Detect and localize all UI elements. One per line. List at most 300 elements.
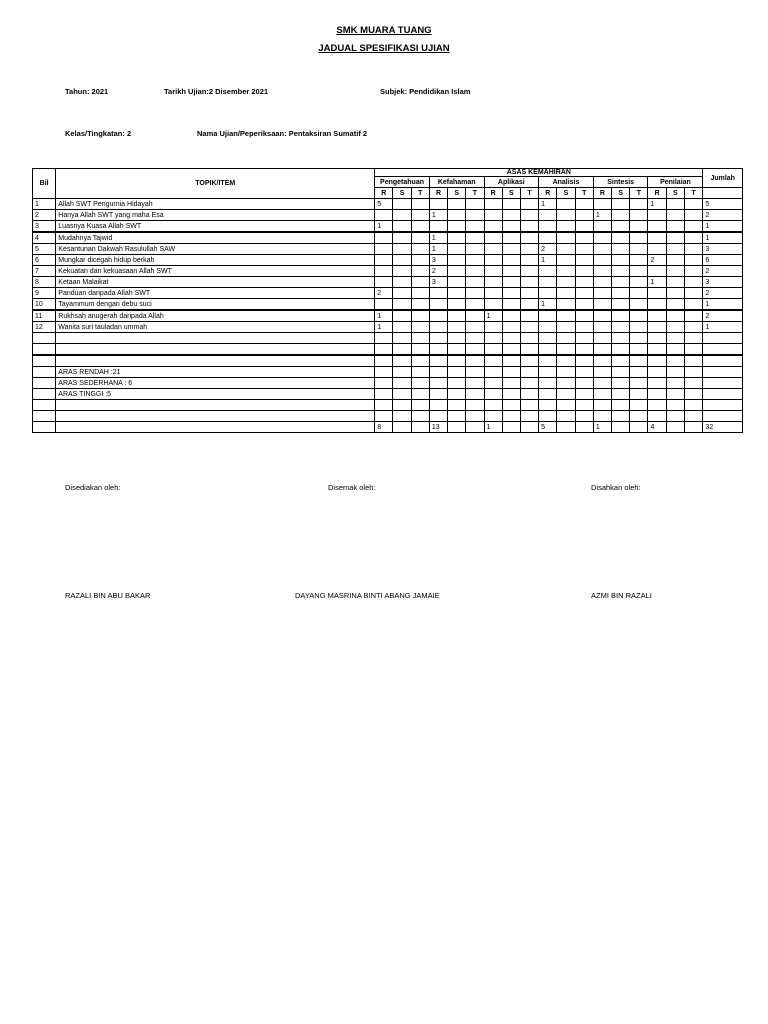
score-cell xyxy=(593,266,611,277)
score-cell xyxy=(520,400,538,411)
score-cell xyxy=(593,288,611,299)
subject-label: Subjek: Pendidikan Islam xyxy=(380,87,471,96)
score-cell xyxy=(557,344,575,356)
sub-header: T xyxy=(684,188,702,199)
total-cell: 32 xyxy=(703,422,743,433)
score-cell xyxy=(557,378,575,389)
table-row xyxy=(33,244,743,255)
score-cell xyxy=(630,221,648,233)
score-cell xyxy=(466,288,484,299)
total-cell: 5 xyxy=(703,199,743,210)
score-cell xyxy=(520,322,538,333)
score-cell xyxy=(593,310,611,322)
preparer-name: RAZALI BIN ABU BAKAR xyxy=(65,591,151,600)
score-cell xyxy=(684,288,702,299)
score-cell xyxy=(593,355,611,367)
score-cell xyxy=(411,400,429,411)
score-cell xyxy=(648,221,666,233)
table-row xyxy=(33,210,743,221)
score-cell xyxy=(466,210,484,221)
score-cell xyxy=(612,378,630,389)
score-cell xyxy=(502,232,520,244)
score-cell xyxy=(393,277,411,288)
bil-cell: 3 xyxy=(33,221,56,233)
score-cell xyxy=(393,367,411,378)
score-cell xyxy=(539,333,557,344)
bil-cell xyxy=(33,333,56,344)
score-cell xyxy=(630,344,648,356)
score-cell xyxy=(575,355,593,367)
sub-header: T xyxy=(411,188,429,199)
score-cell xyxy=(648,210,666,221)
score-cell xyxy=(575,310,593,322)
score-cell xyxy=(502,288,520,299)
exam-date-label: Tarikh Ujian:2 Disember 2021 xyxy=(164,87,269,96)
score-cell xyxy=(648,299,666,311)
score-cell xyxy=(375,411,393,422)
topic-cell: Kesantunan Dakwah Rasulullah SAW xyxy=(56,244,375,255)
score-cell xyxy=(520,244,538,255)
score-cell xyxy=(557,255,575,266)
score-cell xyxy=(502,277,520,288)
score-cell xyxy=(484,400,502,411)
bil-header: Bil xyxy=(33,169,56,199)
score-cell xyxy=(393,344,411,356)
score-cell xyxy=(575,232,593,244)
score-cell xyxy=(557,400,575,411)
score-cell xyxy=(684,232,702,244)
sub-header: R xyxy=(593,188,611,199)
sub-header: R xyxy=(484,188,502,199)
score-cell xyxy=(520,355,538,367)
score-cell xyxy=(411,411,429,422)
score-cell xyxy=(502,378,520,389)
total-cell: 2 xyxy=(703,310,743,322)
sub-header: R xyxy=(375,188,393,199)
score-cell xyxy=(593,400,611,411)
score-cell xyxy=(630,355,648,367)
score-cell xyxy=(520,266,538,277)
skill-header: Kefahaman xyxy=(429,177,484,188)
score-cell xyxy=(375,232,393,244)
total-cell xyxy=(703,355,743,367)
score-cell xyxy=(411,244,429,255)
score-cell xyxy=(557,310,575,322)
total-cell: 1 xyxy=(703,221,743,233)
score-cell xyxy=(375,389,393,400)
score-cell xyxy=(375,299,393,311)
score-cell xyxy=(684,210,702,221)
score-cell xyxy=(520,277,538,288)
sub-header: R xyxy=(648,188,666,199)
score-cell xyxy=(612,411,630,422)
score-cell xyxy=(557,199,575,210)
score-cell xyxy=(684,310,702,322)
score-cell xyxy=(612,310,630,322)
score-cell xyxy=(539,322,557,333)
score-cell xyxy=(575,299,593,311)
score-cell xyxy=(557,322,575,333)
score-cell xyxy=(466,277,484,288)
score-cell: 1 xyxy=(484,310,502,322)
score-cell: 1 xyxy=(539,255,557,266)
score-cell xyxy=(666,244,684,255)
total-cell: 3 xyxy=(703,277,743,288)
score-cell xyxy=(502,355,520,367)
score-cell xyxy=(648,367,666,378)
score-cell xyxy=(648,288,666,299)
sub-header: S xyxy=(393,188,411,199)
score-cell xyxy=(448,299,466,311)
score-cell xyxy=(648,333,666,344)
score-cell: 1 xyxy=(484,422,502,433)
sub-header: S xyxy=(612,188,630,199)
score-cell xyxy=(484,288,502,299)
score-cell xyxy=(593,411,611,422)
score-cell: 1 xyxy=(429,232,447,244)
score-cell xyxy=(375,255,393,266)
score-cell xyxy=(612,255,630,266)
score-cell xyxy=(466,199,484,210)
score-cell xyxy=(411,210,429,221)
score-cell xyxy=(393,244,411,255)
score-cell xyxy=(684,344,702,356)
score-cell xyxy=(630,378,648,389)
table-row xyxy=(33,288,743,299)
score-cell xyxy=(393,288,411,299)
topic-cell: Hanya Allah SWT yang maha Esa xyxy=(56,210,375,221)
score-cell xyxy=(557,277,575,288)
sub-header: T xyxy=(466,188,484,199)
bil-cell xyxy=(33,422,56,433)
score-cell xyxy=(502,333,520,344)
score-cell xyxy=(375,367,393,378)
score-cell xyxy=(448,333,466,344)
table-row xyxy=(33,199,743,210)
table-row xyxy=(33,255,743,266)
score-cell xyxy=(575,255,593,266)
bil-cell: 7 xyxy=(33,266,56,277)
topic-cell: ARAS SEDERHANA : 6 xyxy=(56,378,375,389)
score-cell xyxy=(593,367,611,378)
score-cell xyxy=(630,422,648,433)
score-cell xyxy=(557,389,575,400)
score-cell xyxy=(484,322,502,333)
skill-header: Pengetahuan xyxy=(375,177,430,188)
score-cell xyxy=(502,422,520,433)
score-cell xyxy=(466,400,484,411)
score-cell xyxy=(466,255,484,266)
score-cell xyxy=(575,389,593,400)
score-cell xyxy=(502,344,520,356)
score-cell xyxy=(502,266,520,277)
score-cell xyxy=(393,299,411,311)
table-row xyxy=(33,322,743,333)
topic-cell: Tayammum dengan debu suci xyxy=(56,299,375,311)
bil-cell xyxy=(33,344,56,356)
score-cell xyxy=(466,310,484,322)
table-row xyxy=(33,310,743,322)
score-cell: 2 xyxy=(429,266,447,277)
score-cell xyxy=(411,232,429,244)
score-cell xyxy=(612,333,630,344)
score-cell xyxy=(393,411,411,422)
score-cell xyxy=(648,389,666,400)
score-cell xyxy=(429,221,447,233)
score-cell xyxy=(539,389,557,400)
table-row xyxy=(33,367,743,378)
score-cell xyxy=(630,333,648,344)
header-row-group xyxy=(33,169,743,177)
topic-cell: Wanita suri tauladan ummah xyxy=(56,322,375,333)
score-cell xyxy=(593,344,611,356)
score-cell xyxy=(393,389,411,400)
bil-cell: 2 xyxy=(33,210,56,221)
score-cell xyxy=(575,367,593,378)
score-cell xyxy=(411,322,429,333)
score-cell xyxy=(612,400,630,411)
score-cell xyxy=(575,221,593,233)
score-cell xyxy=(557,244,575,255)
score-cell xyxy=(557,367,575,378)
topic-cell xyxy=(56,411,375,422)
score-cell: 1 xyxy=(539,199,557,210)
score-cell xyxy=(557,299,575,311)
score-cell xyxy=(411,355,429,367)
skill-header: Penilaian xyxy=(648,177,703,188)
score-cell xyxy=(411,255,429,266)
total-cell xyxy=(703,389,743,400)
score-cell xyxy=(375,400,393,411)
score-cell xyxy=(484,232,502,244)
bil-cell xyxy=(33,367,56,378)
total-cell xyxy=(703,344,743,356)
score-cell xyxy=(557,232,575,244)
score-cell xyxy=(502,310,520,322)
score-cell xyxy=(484,333,502,344)
score-cell xyxy=(666,355,684,367)
score-cell xyxy=(520,221,538,233)
score-cell xyxy=(448,322,466,333)
score-cell xyxy=(502,400,520,411)
total-cell: 2 xyxy=(703,210,743,221)
score-cell xyxy=(484,355,502,367)
score-cell xyxy=(393,400,411,411)
score-cell xyxy=(557,221,575,233)
score-cell xyxy=(466,422,484,433)
bil-cell: 6 xyxy=(33,255,56,266)
score-cell xyxy=(648,411,666,422)
score-cell xyxy=(466,322,484,333)
score-cell xyxy=(593,389,611,400)
score-cell xyxy=(429,333,447,344)
table-row xyxy=(33,333,743,344)
score-cell xyxy=(520,210,538,221)
score-cell xyxy=(393,333,411,344)
score-cell xyxy=(684,411,702,422)
score-cell xyxy=(411,344,429,356)
score-cell xyxy=(393,255,411,266)
score-cell xyxy=(557,355,575,367)
total-cell: 1 xyxy=(703,322,743,333)
score-cell xyxy=(502,244,520,255)
score-cell xyxy=(466,355,484,367)
score-cell xyxy=(666,288,684,299)
topic-cell xyxy=(56,344,375,356)
score-cell xyxy=(684,277,702,288)
topic-cell xyxy=(56,333,375,344)
score-cell xyxy=(612,277,630,288)
sub-header: T xyxy=(575,188,593,199)
exam-name-label: Nama Ujian/Peperiksaan: Pentaksiran Sumatif 2 xyxy=(197,129,368,138)
sub-header: R xyxy=(539,188,557,199)
score-cell xyxy=(429,355,447,367)
jumlah-sub-blank xyxy=(703,188,743,199)
score-cell xyxy=(411,367,429,378)
score-cell xyxy=(684,378,702,389)
score-cell xyxy=(393,232,411,244)
score-cell: 1 xyxy=(593,210,611,221)
score-cell xyxy=(448,378,466,389)
topic-cell: Allah SWT Pengurnia Hidayah xyxy=(56,199,375,210)
score-cell xyxy=(666,199,684,210)
score-cell xyxy=(429,310,447,322)
score-cell xyxy=(448,400,466,411)
score-cell xyxy=(648,378,666,389)
score-cell xyxy=(393,322,411,333)
score-cell xyxy=(684,389,702,400)
score-cell xyxy=(502,367,520,378)
score-cell xyxy=(448,199,466,210)
score-cell xyxy=(539,288,557,299)
score-cell xyxy=(666,422,684,433)
score-cell xyxy=(448,389,466,400)
score-cell xyxy=(575,288,593,299)
score-cell xyxy=(575,244,593,255)
total-cell: 6 xyxy=(703,255,743,266)
topic-cell: Mungkar dicegah hidup berkah xyxy=(56,255,375,266)
score-cell xyxy=(684,299,702,311)
score-cell xyxy=(539,411,557,422)
score-cell xyxy=(393,422,411,433)
score-cell xyxy=(630,411,648,422)
sub-header: S xyxy=(557,188,575,199)
score-cell xyxy=(502,255,520,266)
score-cell: 4 xyxy=(648,422,666,433)
prepared-by-label: Disediakan oleh: xyxy=(65,483,121,492)
bil-cell: 11 xyxy=(33,310,56,322)
score-cell xyxy=(666,322,684,333)
score-cell xyxy=(630,400,648,411)
bil-cell xyxy=(33,411,56,422)
score-cell xyxy=(630,299,648,311)
score-cell xyxy=(502,210,520,221)
topic-header: TOPIK/ITEM xyxy=(56,169,375,199)
score-cell xyxy=(612,232,630,244)
score-cell xyxy=(393,221,411,233)
score-cell xyxy=(448,288,466,299)
table-row xyxy=(33,400,743,411)
score-cell xyxy=(539,355,557,367)
score-cell xyxy=(411,389,429,400)
score-cell xyxy=(520,422,538,433)
score-cell xyxy=(448,244,466,255)
sub-header: S xyxy=(448,188,466,199)
topic-cell: Panduan daripada Allah SWT xyxy=(56,288,375,299)
table-row xyxy=(33,221,743,233)
score-cell: 1 xyxy=(648,277,666,288)
table-row xyxy=(33,355,743,367)
specification-table xyxy=(32,168,743,433)
bil-cell: 10 xyxy=(33,299,56,311)
score-cell xyxy=(593,232,611,244)
score-cell xyxy=(429,322,447,333)
score-cell xyxy=(684,255,702,266)
score-cell xyxy=(684,244,702,255)
skill-header: Sintesis xyxy=(593,177,648,188)
table-row xyxy=(33,411,743,422)
score-cell xyxy=(593,199,611,210)
score-cell xyxy=(484,255,502,266)
score-cell xyxy=(429,400,447,411)
score-cell xyxy=(429,199,447,210)
score-cell xyxy=(612,221,630,233)
score-cell xyxy=(520,411,538,422)
topic-cell: Luasnya Kuasa Allah SWT xyxy=(56,221,375,233)
score-cell: 13 xyxy=(429,422,447,433)
score-cell: 5 xyxy=(539,422,557,433)
score-cell xyxy=(520,367,538,378)
score-cell xyxy=(593,221,611,233)
score-cell: 2 xyxy=(648,255,666,266)
score-cell xyxy=(393,199,411,210)
approver-name: AZMI BIN RAZALI xyxy=(591,591,652,600)
score-cell xyxy=(666,255,684,266)
score-cell xyxy=(557,266,575,277)
score-cell xyxy=(448,411,466,422)
score-cell xyxy=(612,288,630,299)
topic-cell: Kekuatan dan kekuasaan Allah SWT xyxy=(56,266,375,277)
score-cell xyxy=(429,411,447,422)
score-cell xyxy=(684,333,702,344)
score-cell xyxy=(466,367,484,378)
score-cell xyxy=(630,210,648,221)
score-cell xyxy=(448,310,466,322)
score-cell xyxy=(575,422,593,433)
score-cell xyxy=(630,266,648,277)
score-cell xyxy=(411,378,429,389)
score-cell xyxy=(466,299,484,311)
score-cell xyxy=(429,299,447,311)
total-cell xyxy=(703,378,743,389)
score-cell xyxy=(575,378,593,389)
score-cell xyxy=(612,422,630,433)
score-cell xyxy=(448,355,466,367)
total-cell: 1 xyxy=(703,299,743,311)
bil-cell: 4 xyxy=(33,232,56,244)
score-cell xyxy=(484,367,502,378)
score-cell xyxy=(393,210,411,221)
topic-cell xyxy=(56,422,375,433)
score-cell xyxy=(630,244,648,255)
school-name: SMK MUARA TUANG xyxy=(336,25,432,36)
score-cell xyxy=(411,221,429,233)
skill-header: Aplikasi xyxy=(484,177,539,188)
score-cell xyxy=(666,344,684,356)
score-cell xyxy=(684,367,702,378)
score-cell xyxy=(411,333,429,344)
table-row xyxy=(33,232,743,244)
